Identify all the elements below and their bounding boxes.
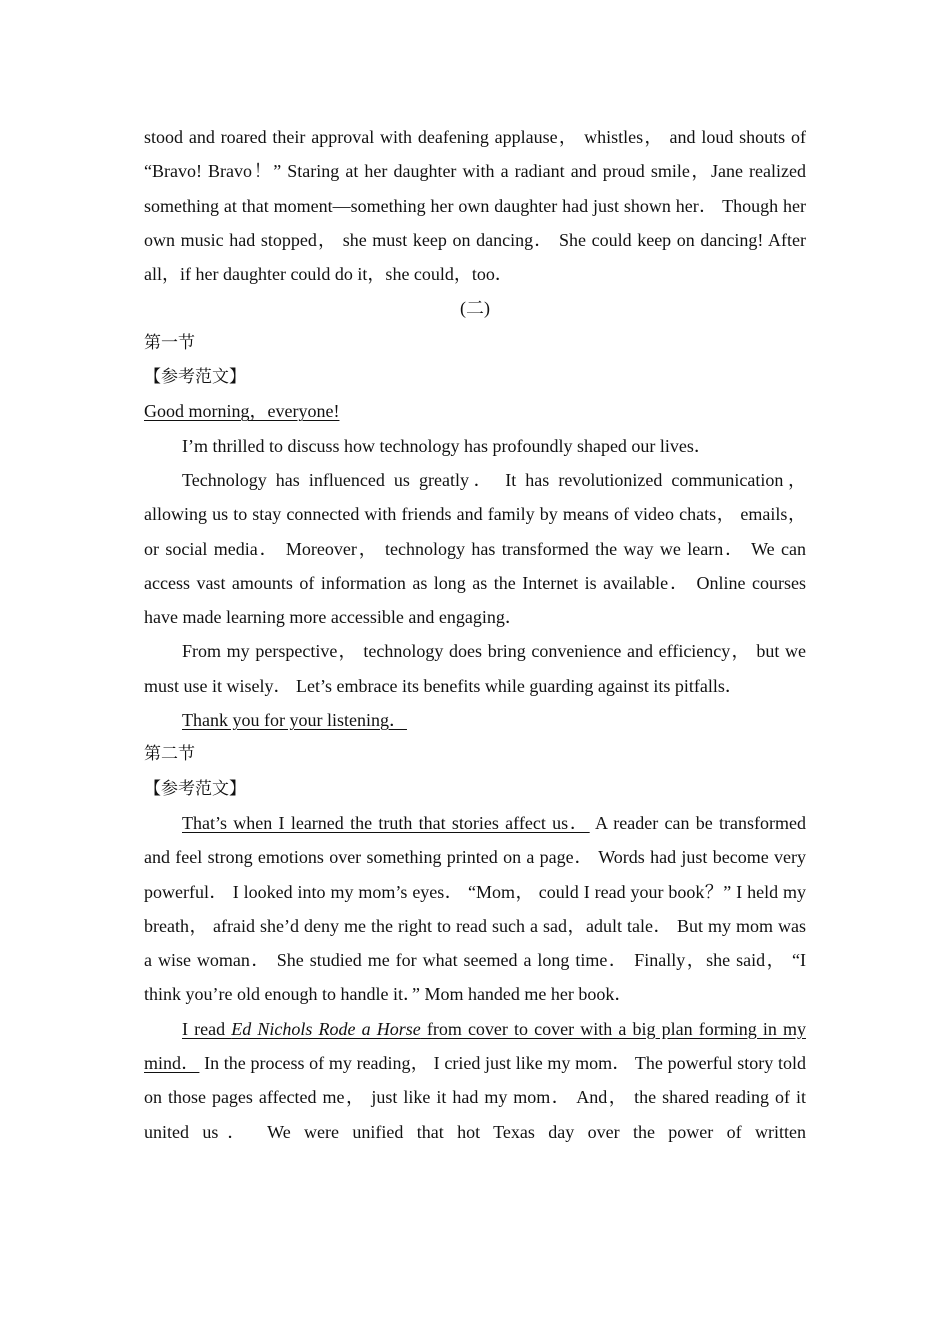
continuation-paragraph-one-body: A reader can be transformed and feel strong emotions over something printed on a page． Words had just become very powerful． I looked into my mom’s eyes． “Mom， could I read your book？” I held my breath， afraid she’d deny me the right to read such a sad，adult tale． But my mom was a wise woman． She studied me for what seemed a long time． Finally，she said， “I think you’re old enough to handle it．” Mom handed me her book． xyxy=(144,812,806,1005)
section-two-title: 第二节 xyxy=(144,744,195,765)
speech-closing xyxy=(144,703,806,737)
document-page xyxy=(144,120,806,1149)
speech-closing-text: Thank you for your listening． xyxy=(182,710,407,731)
continuation-paragraph-two-body: In the process of my reading， I cried just like my mom． The powerful story told on those pages affected me， just like it had my mom． And， the shared reading of it united us． We were unified that hot Texas day over the power of written xyxy=(144,1053,806,1142)
speech-intro-paragraph: I’m thrilled to discuss how technology has profoundly shaped our lives． xyxy=(182,435,712,456)
speech-conclusion-paragraph: From my perspective， technology does bring convenience and efficiency， but we must use it wisely． Let’s embrace its benefits while guarding against its pitfalls． xyxy=(144,641,806,696)
speech-greeting xyxy=(144,394,806,428)
continuation-paragraph-one xyxy=(144,806,806,1012)
speech-body-paragraph: Technology has influenced us greatly． It has revolutionized communication， allowing us to stay connected with friends and family by means of video chats， emails， or social media． Moreover， technology has transformed the way we learn． We can access vast amounts of information as long as the Internet is available． Online courses have made learning more accessible and engaging． xyxy=(144,469,806,628)
continuation-opening-sentence: That’s when I learned the truth that stories affect us． xyxy=(182,812,590,833)
book-title: Ed Nichols Rode a Horse xyxy=(231,1018,421,1039)
section-one-label: 【参考范文】 xyxy=(144,367,246,388)
section-two-label: 【参考范文】 xyxy=(144,778,246,799)
story-continuation: stood and roared their approval with deafening applause， whistles， and loud shouts of “Bravo! Bravo！” Staring at her daughter with a radiant and proud smile，Jane realized something at that moment—something her own daughter had just shown her． Though her own music had stopped， she must keep on dancing． She could keep on dancing! After all，if her daughter could do it，she could，too． xyxy=(144,127,806,285)
part-two-heading: (二) xyxy=(460,298,490,319)
section-one-title: 第一节 xyxy=(144,332,195,353)
continuation-paragraph-two xyxy=(144,1012,806,1149)
speech-greeting-text: Good morning，everyone! xyxy=(144,401,340,422)
continuation-second-opening-start: I read xyxy=(182,1018,232,1039)
continuation-second-opening-end: from cover to cover with a big plan forming in my mind． xyxy=(144,1018,806,1074)
